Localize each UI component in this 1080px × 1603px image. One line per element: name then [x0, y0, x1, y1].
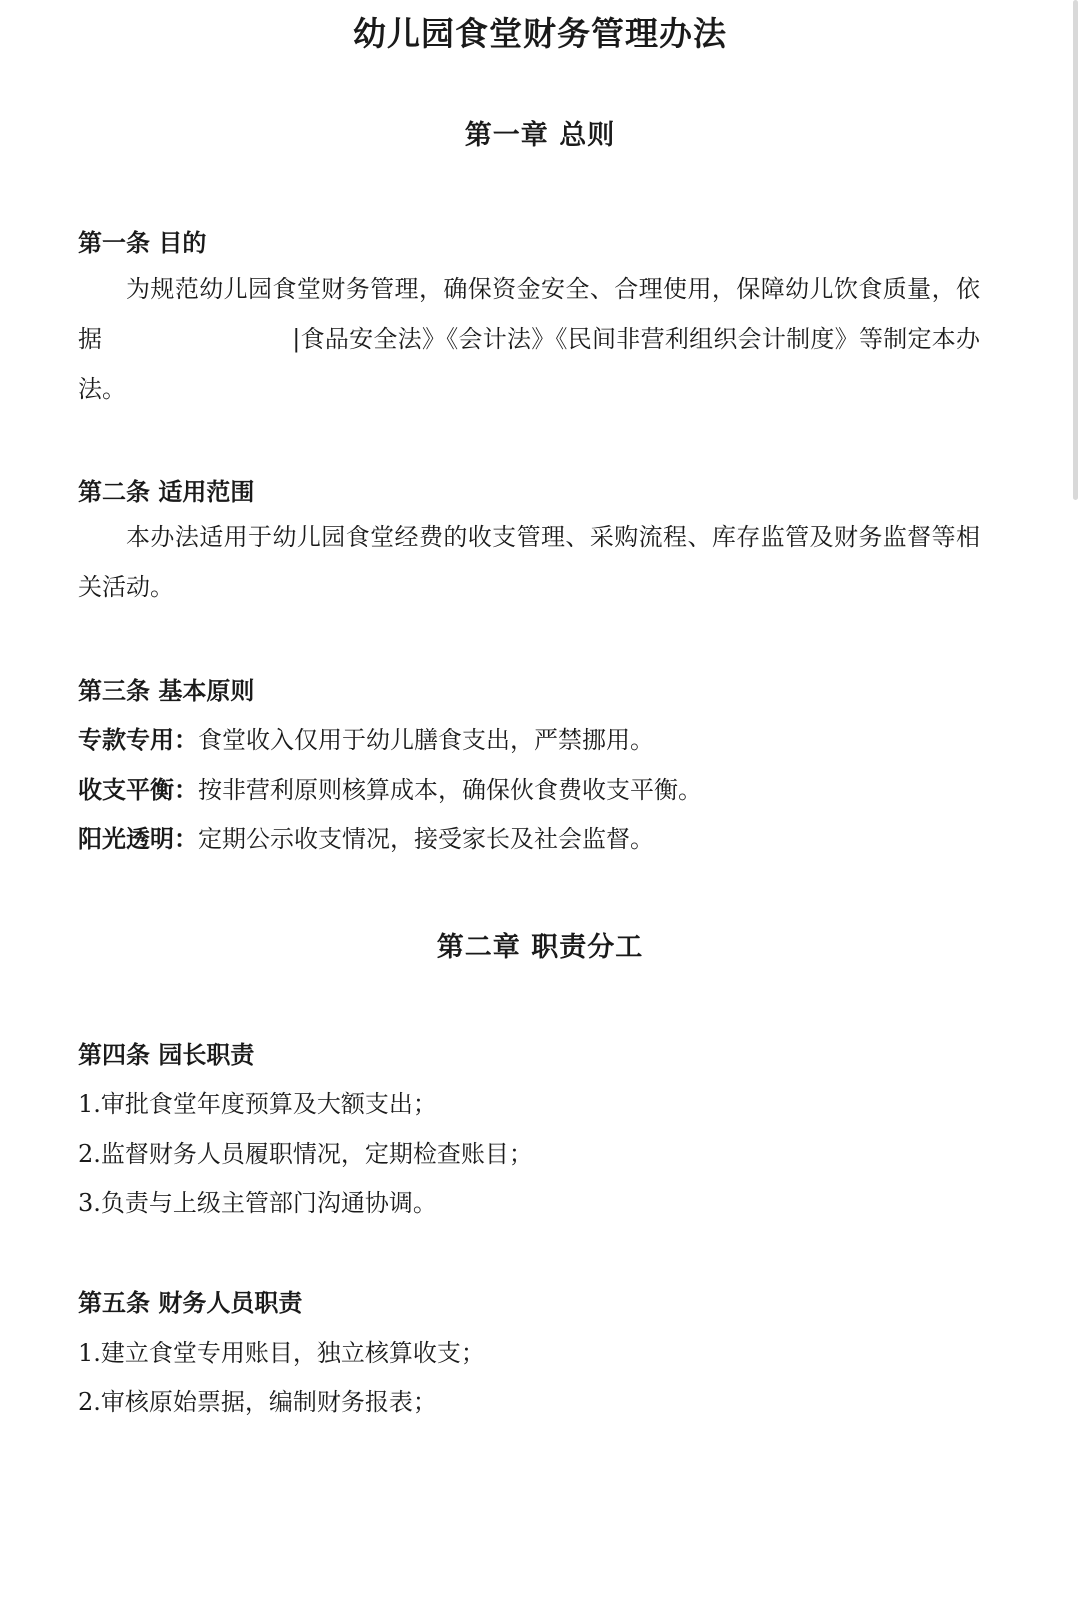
list-item: 1.审批食堂年度预算及大额支出； [78, 1090, 437, 1118]
principle-item [78, 770, 702, 805]
principle-item [78, 819, 654, 854]
principle-term: 阳光透明： [78, 825, 198, 853]
redacted-region [102, 346, 292, 347]
principle-term: 收支平衡： [78, 776, 198, 804]
principle-term: 专款专用： [78, 726, 198, 754]
list-item: 2.审核原始票据，编制财务报表； [78, 1388, 437, 1416]
chapter-1-title: 第一章 总则 [464, 120, 616, 151]
principle-text: 定期公示收支情况，接受家长及社会监督。 [198, 825, 654, 853]
chapter-2-title: 第二章 职责分工 [436, 932, 644, 963]
article-4-title: 第四条 园长职责 [78, 1041, 255, 1069]
article-2-paragraph: 本办法适用于幼儿园食堂经费的收支管理、采购流程、库存监管及财务监督等相关活动。 [78, 523, 980, 601]
article-3-title: 第三条 基本原则 [78, 677, 255, 705]
principle-text: 食堂收入仅用于幼儿膳食支出，严禁挪用。 [198, 726, 654, 754]
article-5-title: 第五条 财务人员职责 [78, 1289, 303, 1317]
list-item: 2.监督财务人员履职情况，定期检查账目； [78, 1140, 533, 1168]
vertical-scrollbar[interactable] [1073, 0, 1078, 500]
article-1-text-after: |食品安全法》《会计法》《民间非营利组织会计制度》等制定本办法。 [78, 325, 980, 403]
document-title: 幼儿园食堂财务管理办法 [353, 14, 727, 53]
article-1-paragraph [78, 264, 980, 414]
article-1-text-before: 为规范幼儿园食堂财务管理，确保资金安全、合理使用，保障幼儿饮食质量，依据 [78, 275, 980, 353]
list-item: 1.建立食堂专用账目，独立核算收支； [78, 1339, 485, 1367]
principle-text: 按非营利原则核算成本，确保伙食费收支平衡。 [198, 776, 702, 804]
article-1-title: 第一条 目的 [78, 229, 207, 257]
principle-item [78, 720, 654, 755]
list-item: 3.负责与上级主管部门沟通协调。 [78, 1189, 437, 1217]
article-2-title: 第二条 适用范围 [78, 478, 255, 506]
